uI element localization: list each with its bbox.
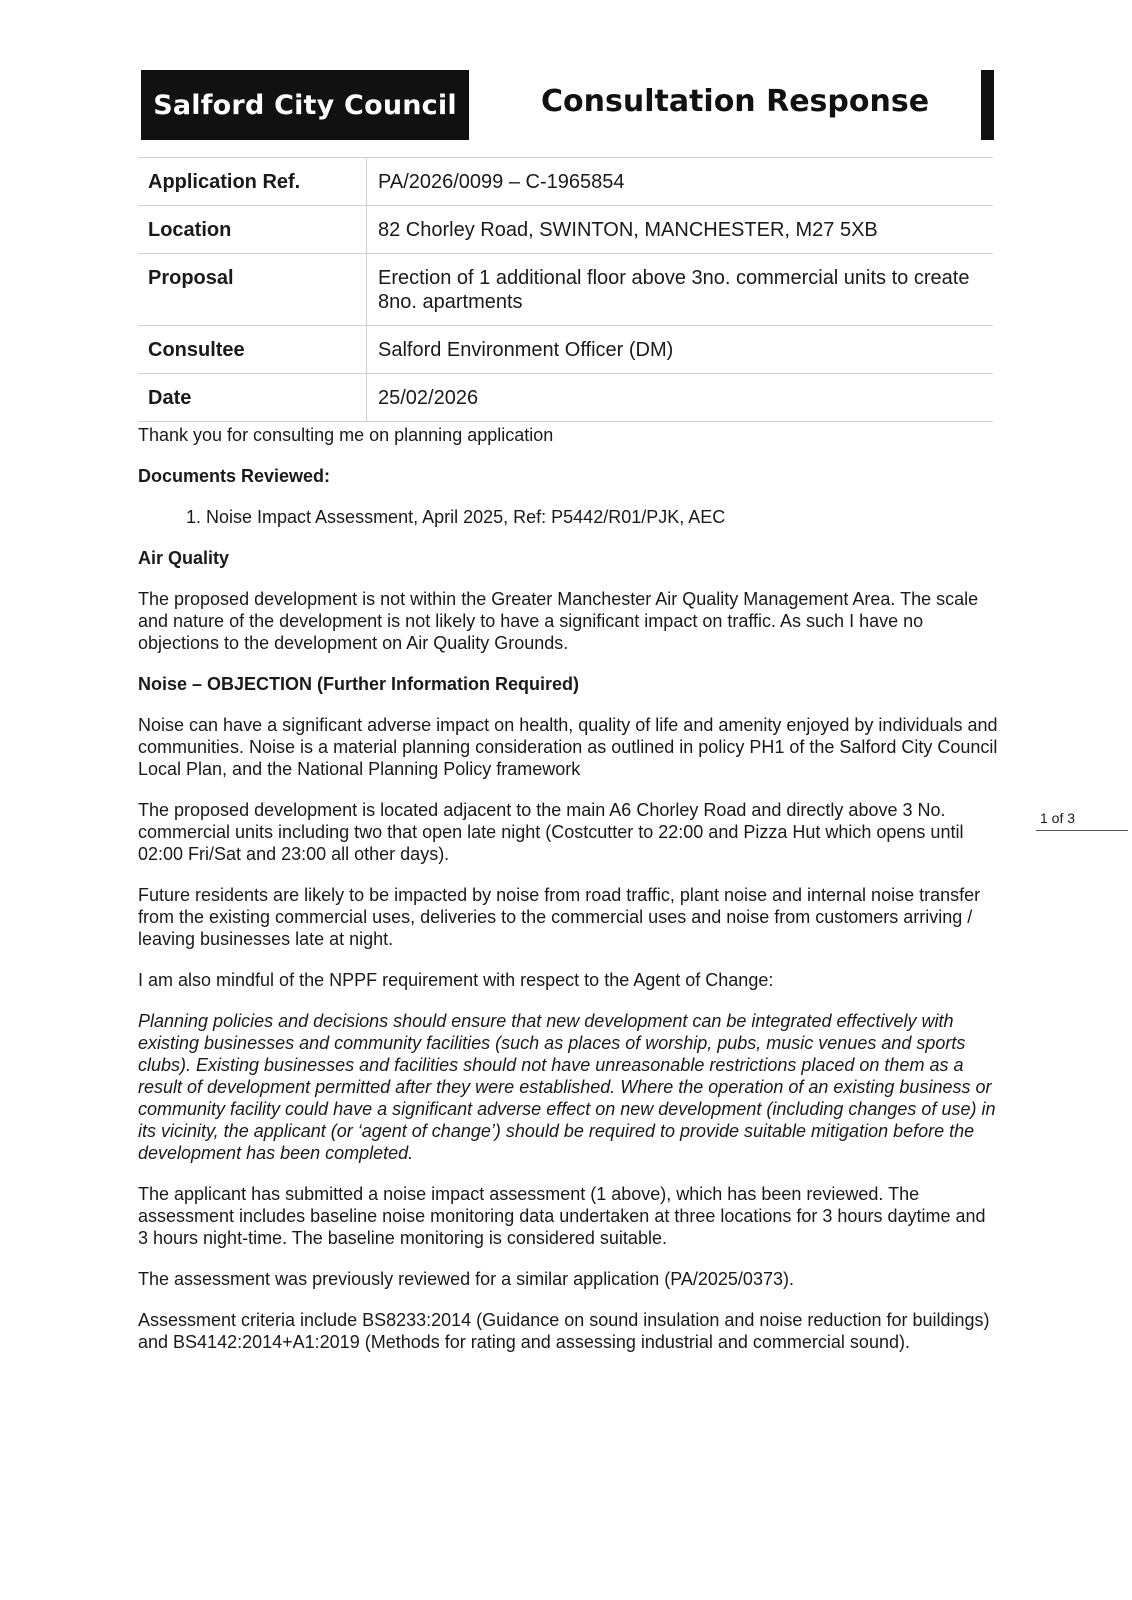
application-info-table xyxy=(138,157,993,422)
noise-paragraph-3: Future residents are likely to be impacted by noise from road traffic, plant noise and internal noise transfer from the existing commercial uses, deliveries to the commercial uses and noise from customers arriving / leaving businesses late at night. xyxy=(138,885,981,949)
council-logo: Salford City Council xyxy=(141,70,469,140)
date-value: 25/02/2026 xyxy=(367,374,994,422)
consultee-value: Salford Environment Officer (DM) xyxy=(367,326,994,374)
documents-heading: Documents Reviewed: xyxy=(138,466,331,486)
table-row xyxy=(138,326,993,374)
application-ref-label: Application Ref. xyxy=(138,158,367,206)
list-item: 1. Noise Impact Assessment, April 2025, Ref: P5442/R01/PJK, AEC xyxy=(206,506,1000,528)
table-row xyxy=(138,254,993,326)
location-value: 82 Chorley Road, SWINTON, MANCHESTER, M27 5XB xyxy=(367,206,994,254)
nppf-quote: Planning policies and decisions should ensure that new development can be integrated effectively with existing businesses and community facilities (such as places of worship, pubs, music venues and sports clubs). Existing businesses and facilities should not have unreasonable restrictions placed on them as a result of development permitted after they were established. Where the operation of an existing business or community facility could have a significant adverse effect on new development (including changes of use) in its vicinity, the applicant (or ‘agent of change’) should be required to provide suitable mitigation before the development has been completed. xyxy=(138,1011,996,1163)
air-quality-heading: Air Quality xyxy=(138,548,230,568)
application-ref-value: PA/2026/0099 – C-1965854 xyxy=(367,158,994,206)
document-header xyxy=(141,70,994,140)
table-row xyxy=(138,374,993,422)
proposal-value: Erection of 1 additional floor above 3no. commercial units to create 8no. apartments xyxy=(367,254,994,326)
noise-paragraph-6: The assessment was previously reviewed for a similar application (PA/2025/0373). xyxy=(138,1269,794,1289)
documents-list xyxy=(138,506,1000,528)
air-quality-paragraph: The proposed development is not within the Greater Manchester Air Quality Management Area. The scale and nature of the development is not likely to have a significant impact on traffic. As such I have no objections to the development on Air Quality Grounds. xyxy=(138,589,979,653)
noise-paragraph-2: The proposed development is located adjacent to the main A6 Chorley Road and directly above 3 No. commercial units including two that open late night (Costcutter to 22:00 and Pizza Hut which opens until 02:00 Fri/Sat and 23:00 all other days). xyxy=(138,800,964,864)
page-number: 1 of 3 xyxy=(1036,810,1128,831)
consultee-label: Consultee xyxy=(138,326,367,374)
noise-paragraph-1: Noise can have a significant adverse impact on health, quality of life and amenity enjoyed by individuals and communities. Noise is a material planning consideration as outlined in policy PH1 of the Salford City Council Local Plan, and the National Planning Policy framework xyxy=(138,715,998,779)
table-row xyxy=(138,206,993,254)
noise-paragraph-7: Assessment criteria include BS8233:2014 (Guidance on sound insulation and noise reduction for buildings) and BS4142:2014+A1:2019 (Methods for rating and assessing industrial and commercial sound). xyxy=(138,1310,990,1352)
noise-heading: Noise – OBJECTION (Further Information Required) xyxy=(138,674,580,694)
document-title: Consultation Response xyxy=(541,84,930,119)
date-label: Date xyxy=(138,374,367,422)
noise-paragraph-5: The applicant has submitted a noise impact assessment (1 above), which has been reviewed. The assessment includes baseline noise monitoring data undertaken at three locations for 3 hours daytime and 3 hours night-time. The baseline monitoring is considered suitable. xyxy=(138,1184,986,1248)
document-body xyxy=(138,424,1000,1372)
proposal-label: Proposal xyxy=(138,254,367,326)
location-label: Location xyxy=(138,206,367,254)
header-bar-decoration xyxy=(981,70,994,140)
noise-paragraph-4: I am also mindful of the NPPF requirement with respect to the Agent of Change: xyxy=(138,970,774,990)
table-row xyxy=(138,158,993,206)
intro-text: Thank you for consulting me on planning application xyxy=(138,425,554,445)
